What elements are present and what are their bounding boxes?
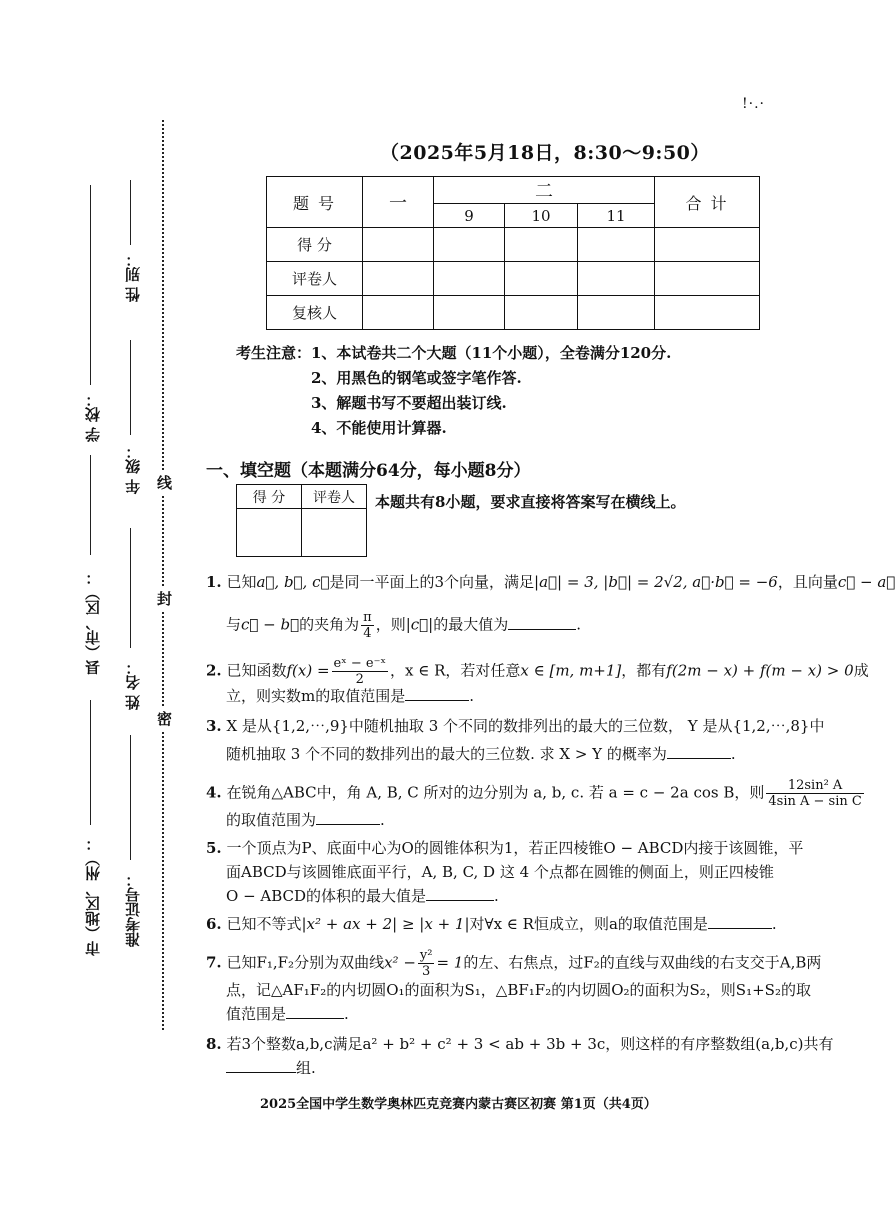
answer-blank[interactable] bbox=[286, 1004, 344, 1019]
col-tihao: 题 号 bbox=[267, 177, 363, 228]
notice-item-2: 2、用黑色的钢笔或签字笔作答. bbox=[311, 369, 522, 387]
col-part-one: 一 bbox=[363, 177, 434, 228]
gender-line bbox=[130, 180, 131, 245]
seal-xian: 线 bbox=[157, 470, 172, 495]
fraction: $\frac{\pi}{4}$ bbox=[363, 610, 372, 641]
question-2-cont: 立，则实数m的取值范围是 . bbox=[226, 687, 475, 705]
score-cell[interactable] bbox=[505, 296, 578, 330]
exam-id-label: 准考证号： bbox=[124, 872, 142, 947]
exam-date: （2025年5月18日，8:30～9:50） bbox=[380, 142, 710, 164]
question-6: 6. 已知不等式|x² + ax + 2| ≥ |x + 1|对∀x ∈ R恒成立，则a的取值范围是 . bbox=[206, 915, 777, 933]
question-7-cont2: 值范围是 . bbox=[226, 1005, 349, 1023]
score-cell[interactable] bbox=[434, 228, 505, 262]
notice-item-3: 3、解题书写不要超出装订线. bbox=[311, 394, 507, 412]
section-desc: 本题共有8小题，要求直接将答案写在横线上。 bbox=[375, 493, 686, 511]
score-cell[interactable] bbox=[655, 262, 760, 296]
grade-label: 年 级： bbox=[124, 444, 142, 495]
grader-head: 评卷人 bbox=[302, 485, 367, 509]
question-8: 8. 若3个整数a,b,c满足a² + b² + c² + 3 < ab + 3b + 3c，则这样的有序整数组(a,b,c)共有 bbox=[206, 1035, 834, 1053]
question-1-cont: 与c⃗ − b⃗的夹角为 $\frac{\pi}{4}$ ，则|c⃗|的最大值为 . bbox=[226, 610, 582, 641]
row-label: 复核人 bbox=[267, 296, 363, 330]
reviewer-row bbox=[267, 296, 760, 330]
answer-blank[interactable] bbox=[316, 810, 380, 825]
question-1: 1. 已知a⃗, b⃗, c⃗是同一平面上的3个向量，满足|a⃗| = 3, |b⃗| = 2√2, a⃗·b⃗ = −6，且向量c⃗ − a⃗ bbox=[206, 573, 895, 591]
seal-mi: 密 bbox=[157, 706, 172, 731]
question-4: 4. 在锐角△ABC中，角 A, B, C 所对的边分别为 a, b, c. 若 a = c − 2a cos B，则 $\frac{\text{12sin² A}}{\text{4sin A − sin C}}$ bbox=[206, 778, 862, 809]
county-label: 县（市、区）： bbox=[84, 570, 102, 675]
binding-dotted-line bbox=[162, 120, 164, 1030]
question-number: 1. bbox=[206, 573, 222, 591]
math: a⃗, b⃗, c⃗ bbox=[256, 573, 330, 591]
answer-blank[interactable] bbox=[226, 1058, 296, 1073]
score-cell[interactable] bbox=[434, 262, 505, 296]
grader-row bbox=[267, 262, 760, 296]
score-cell[interactable] bbox=[434, 296, 505, 330]
answer-blank[interactable] bbox=[405, 686, 469, 701]
name-line bbox=[130, 528, 131, 648]
row-label: 评卷人 bbox=[267, 262, 363, 296]
score-cell[interactable] bbox=[505, 262, 578, 296]
fraction: $\frac{\text{y²}}{3}$ bbox=[419, 948, 433, 979]
score-cell[interactable] bbox=[302, 509, 367, 557]
score-cell[interactable] bbox=[655, 228, 760, 262]
math: c⃗ − b⃗ bbox=[241, 615, 300, 634]
question-4-cont: 的取值范围为 . bbox=[226, 811, 385, 829]
col-q11: 11 bbox=[578, 204, 655, 228]
math: c⃗ − a⃗ bbox=[837, 573, 895, 591]
question-7-cont: 点，记△AF₁F₂的内切圆O₁的面积为S₁，△BF₁F₂的内切圆O₂的面积为S₂，则S₁+S₂的取 bbox=[226, 981, 811, 999]
notice-item-1: 1、本试卷共二个大题（11个小题），全卷满分120分. bbox=[311, 344, 672, 362]
notice-lead: 考生注意： bbox=[236, 344, 312, 362]
name-label: 姓 名： bbox=[124, 660, 142, 711]
score-cell[interactable] bbox=[237, 509, 302, 557]
col-q10: 10 bbox=[505, 204, 578, 228]
col-part-two: 二 bbox=[434, 177, 655, 204]
score-cell[interactable] bbox=[578, 262, 655, 296]
fraction: $\frac{\text{12sin² A}}{\text{4sin A − sin C}}$ bbox=[768, 778, 862, 809]
school-label: 学 校： bbox=[84, 392, 102, 443]
question-8-cont: 组. bbox=[226, 1058, 316, 1078]
exam-id-line bbox=[130, 735, 131, 860]
row-label: 得 分 bbox=[267, 228, 363, 262]
answer-blank[interactable] bbox=[708, 914, 772, 929]
fraction: $\frac{\text{eˣ − e⁻ˣ}}{2}$ bbox=[333, 656, 386, 687]
score-cell[interactable] bbox=[505, 228, 578, 262]
col-total: 合 计 bbox=[655, 177, 760, 228]
math: |c⃗| bbox=[405, 615, 434, 634]
page-footer: 2025全国中学生数学奥林匹克竞赛内蒙古赛区初赛 第1页（共4页） bbox=[260, 1097, 657, 1112]
score-row bbox=[267, 228, 760, 262]
score-cell[interactable] bbox=[363, 228, 434, 262]
county-line bbox=[90, 455, 91, 555]
question-5-cont2: O − ABCD的体积的最大值是 . bbox=[226, 887, 499, 905]
city-label: 市（地区、州）： bbox=[84, 836, 102, 956]
score-cell[interactable] bbox=[578, 296, 655, 330]
city-line bbox=[90, 700, 91, 825]
question-3: 3. X 是从{1,2,⋯,9}中随机抽取 3 个不同的数排列出的最大的三位数， Y 是从{1,2,⋯,8}中 bbox=[206, 717, 825, 735]
score-head: 得 分 bbox=[237, 485, 302, 509]
question-3-cont: 随机抽取 3 个不同的数排列出的最大的三位数. 求 X > Y 的概率为 . bbox=[226, 745, 736, 763]
math: |a⃗| = 3, |b⃗| = 2√2, a⃗·b⃗ = −6 bbox=[534, 573, 778, 591]
col-q9: 9 bbox=[434, 204, 505, 228]
answer-blank[interactable] bbox=[426, 886, 494, 901]
grade-line bbox=[130, 340, 131, 435]
seal-feng: 封 bbox=[157, 586, 172, 611]
answer-blank[interactable] bbox=[667, 744, 731, 759]
score-cell[interactable] bbox=[655, 296, 760, 330]
question-5: 5. 一个顶点为P、底面中心为O的圆锥体积为1，若正四棱锥O − ABCD内接于该圆锥，平 bbox=[206, 839, 804, 857]
score-table bbox=[266, 176, 760, 330]
score-cell[interactable] bbox=[363, 262, 434, 296]
school-line bbox=[90, 185, 91, 385]
score-cell[interactable] bbox=[578, 228, 655, 262]
score-cell[interactable] bbox=[363, 296, 434, 330]
gender-label: 性 别： bbox=[124, 252, 142, 303]
section-title: 一、填空题（本题满分64分，每小题8分） bbox=[206, 461, 531, 481]
question-7: 7. 已知F₁,F₂分别为双曲线x² − $\frac{\text{y²}}{3}$ = 1的左、右焦点，过F₂的直线与双曲线的右支交于A,B两 bbox=[206, 948, 822, 979]
notice-item-4: 4、不能使用计算器. bbox=[311, 419, 447, 437]
question-2: 2. 已知函数f(x) = $\frac{\text{eˣ − e⁻ˣ}}{2}$ ，x ∈ R，若对任意x ∈ [m, m+1]，都有f(2m − x) + f(m − x) > 0成 bbox=[206, 656, 869, 687]
answer-blank[interactable] bbox=[508, 615, 576, 630]
corner-mark: !·.· bbox=[742, 96, 765, 112]
section-score-box bbox=[236, 484, 367, 557]
question-5-cont: 面ABCD与该圆锥底面平行，A, B, C, D 这 4 个点都在圆锥的侧面上，则正四棱锥 bbox=[226, 863, 774, 881]
